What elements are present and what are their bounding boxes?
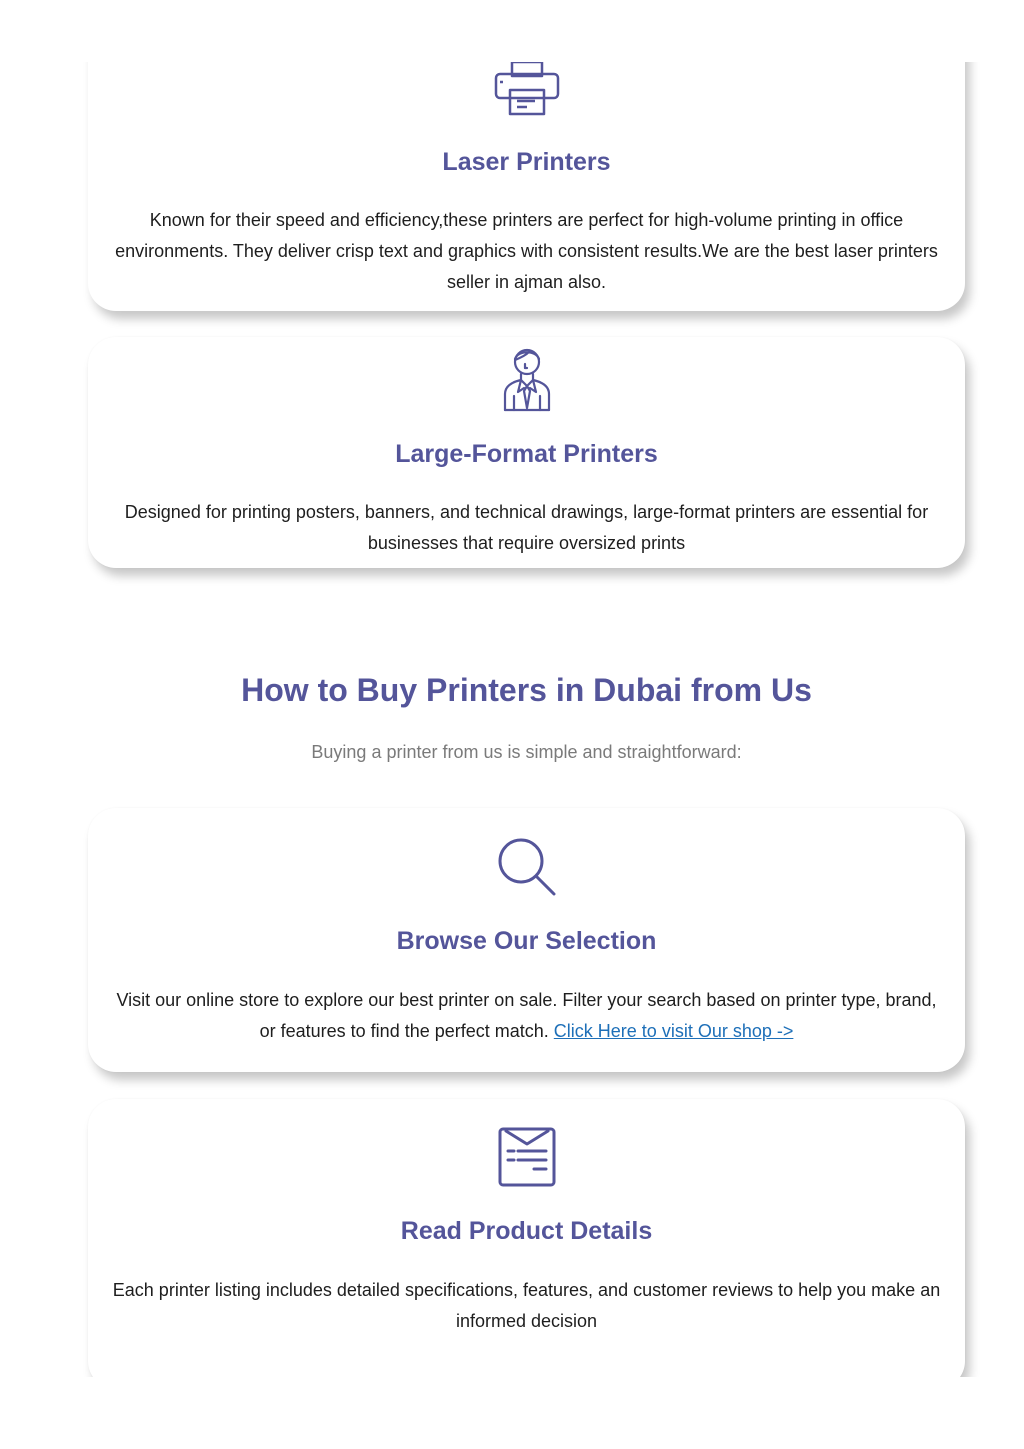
product-sheet-icon — [498, 1127, 556, 1187]
card-title: Browse Our Selection — [396, 927, 657, 955]
card-title: Laser Printers — [442, 148, 611, 176]
printer-icon — [494, 60, 560, 116]
card-description-text: Visit our online store to explore our best printer on sale. Filter your search based on printer type, brand, or features to find the perfect match. — [116, 990, 937, 1041]
businessman-icon — [502, 346, 552, 412]
magnifier-icon — [497, 837, 557, 897]
card-title: Read Product Details — [400, 1217, 653, 1245]
card-read-product-details — [88, 1099, 965, 1389]
card-description — [106, 985, 947, 1047]
card-large-format-printers — [88, 337, 965, 568]
card-browse-selection — [88, 808, 965, 1072]
card-description: Each printer listing includes detailed specifications, features, and customer reviews to help you make an informed decision — [112, 1280, 941, 1331]
section-subtitle: Buying a printer from us is simple and straightforward: — [311, 742, 742, 762]
section-title: How to Buy Printers in Dubai from Us — [241, 672, 812, 708]
card-description: Designed for printing posters, banners, and technical drawings, large-format printers are essential for businesses that require oversized prints — [124, 502, 929, 553]
visit-shop-link[interactable]: Click Here to visit Our shop -> — [553, 1021, 794, 1041]
card-title: Large-Format Printers — [395, 440, 658, 468]
viewport-bottom-edge — [0, 1377, 1024, 1449]
viewport-top-edge — [0, 0, 1024, 62]
card-description: Known for their speed and efficiency,these printers are perfect for high-volume printing in office environments. They deliver crisp text and graphics with consistent results.We are the best laser printers seller in ajman also. — [115, 210, 938, 292]
